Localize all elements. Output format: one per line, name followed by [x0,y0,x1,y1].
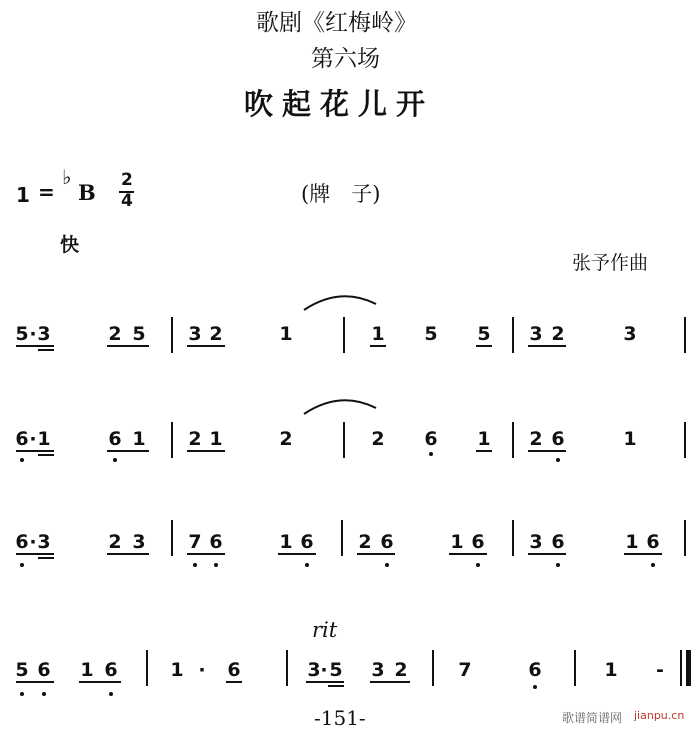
tempo-mark: 快 [60,234,80,256]
underline [528,345,566,347]
underline [79,681,121,683]
underline [306,681,344,683]
underline [370,345,386,347]
low-octave-dot [42,692,46,696]
final-barline-thin [680,650,682,686]
barline [171,520,173,556]
note: 3 [37,531,51,553]
composer-credit: 张予作曲 [572,252,649,274]
note: 2 [279,428,293,450]
underline [328,685,344,687]
note: 1 [37,428,51,450]
note: 1 [279,323,293,345]
note: 3 [132,531,146,553]
watermark-site: jianpu.cn [634,709,685,722]
note: 3 [623,323,637,345]
note: 2 [108,531,122,553]
note: 1 [80,659,94,681]
key-note: B [78,180,96,205]
note: 1 [170,659,184,681]
ritardando-mark: rit [312,618,338,642]
underline [624,553,662,555]
note: 1 [132,428,146,450]
note: 6 [15,531,29,553]
low-octave-dot [20,563,24,567]
low-octave-dot [20,458,24,462]
underline [187,553,225,555]
note: 2 [188,428,202,450]
page-number: -151- [314,706,366,730]
note: 7 [188,531,202,553]
barline [171,317,173,353]
barline [574,650,576,686]
barline [343,422,345,458]
low-octave-dot [651,563,655,567]
note: 6 [209,531,223,553]
note: 2 [371,428,385,450]
low-octave-dot [476,563,480,567]
note: 6 [424,428,438,450]
barline [684,317,686,353]
opera-title: 歌剧《红梅岭》 [256,10,417,36]
note: 3 [188,323,202,345]
underline [370,681,410,683]
note: 6 [104,659,118,681]
barline [684,422,686,458]
note: 1 [623,428,637,450]
note: 6 [528,659,542,681]
augmentation-dot: · [29,323,37,345]
note: 6 [646,531,660,553]
underline [16,553,54,555]
underline [187,450,225,452]
note: 6 [471,531,485,553]
underline [38,557,54,559]
tie-slur [302,396,378,416]
note: 6 [15,428,29,450]
time-signature-bottom: 4 [121,191,133,211]
note: 1 [604,659,618,681]
augmentation-dot: · [320,659,328,681]
underline [38,349,54,351]
underline [38,454,54,456]
extension-dash: - [656,659,664,681]
low-octave-dot [305,563,309,567]
note: 5 [329,659,343,681]
key-one: 1 [16,183,30,207]
barline [286,650,288,686]
note: 3 [37,323,51,345]
barline [343,317,345,353]
barline [512,317,514,353]
note: 3 [529,323,543,345]
note: 5 [424,323,438,345]
note: 1 [450,531,464,553]
note: 1 [625,531,639,553]
note: 1 [477,428,491,450]
note: 5 [132,323,146,345]
key-equals: = [38,180,55,204]
augmentation-dot: · [29,428,37,450]
note: 6 [551,531,565,553]
underline [226,681,242,683]
barline [146,650,148,686]
underline [357,553,395,555]
barline [341,520,343,556]
note: 6 [300,531,314,553]
underline [16,345,54,347]
underline [449,553,487,555]
tie-slur [302,292,378,312]
low-octave-dot [556,458,560,462]
underline [528,553,566,555]
underline [528,450,566,452]
underline [476,450,492,452]
note: 1 [371,323,385,345]
note: 3 [529,531,543,553]
style-label: (牌 子) [301,182,381,206]
note: 6 [37,659,51,681]
underline [278,553,316,555]
barline [512,422,514,458]
note: 2 [108,323,122,345]
note: 3 [307,659,321,681]
underline [187,345,225,347]
low-octave-dot [113,458,117,462]
watermark: 歌谱简谱网 [562,711,623,725]
note: 3 [371,659,385,681]
final-barline-thick [686,650,691,686]
low-octave-dot [214,563,218,567]
low-octave-dot [109,692,113,696]
underline [107,345,149,347]
time-signature-top: 2 [121,170,133,190]
note: 7 [458,659,472,681]
low-octave-dot [533,685,537,689]
low-octave-dot [556,563,560,567]
note: 2 [209,323,223,345]
note: 2 [551,323,565,345]
flat-sign: ♭ [62,165,72,189]
note: 6 [108,428,122,450]
underline [107,553,149,555]
note: 5 [15,323,29,345]
scene-label: 第六场 [311,46,380,72]
low-octave-dot [429,452,433,456]
underline [16,450,54,452]
low-octave-dot [385,563,389,567]
note: 5 [477,323,491,345]
note: 6 [551,428,565,450]
barline [684,520,686,556]
note: 6 [380,531,394,553]
barline [171,422,173,458]
note: 2 [529,428,543,450]
note: 2 [358,531,372,553]
underline [107,450,149,452]
barline [512,520,514,556]
note: 1 [209,428,223,450]
note: 6 [227,659,241,681]
note: 5 [15,659,29,681]
underline [476,345,492,347]
note: 2 [394,659,408,681]
note: 1 [279,531,293,553]
augmentation-dot: · [198,659,206,681]
low-octave-dot [20,692,24,696]
underline [16,681,54,683]
low-octave-dot [193,563,197,567]
augmentation-dot: · [29,531,37,553]
barline [432,650,434,686]
song-title: 吹起花儿开 [244,87,435,121]
